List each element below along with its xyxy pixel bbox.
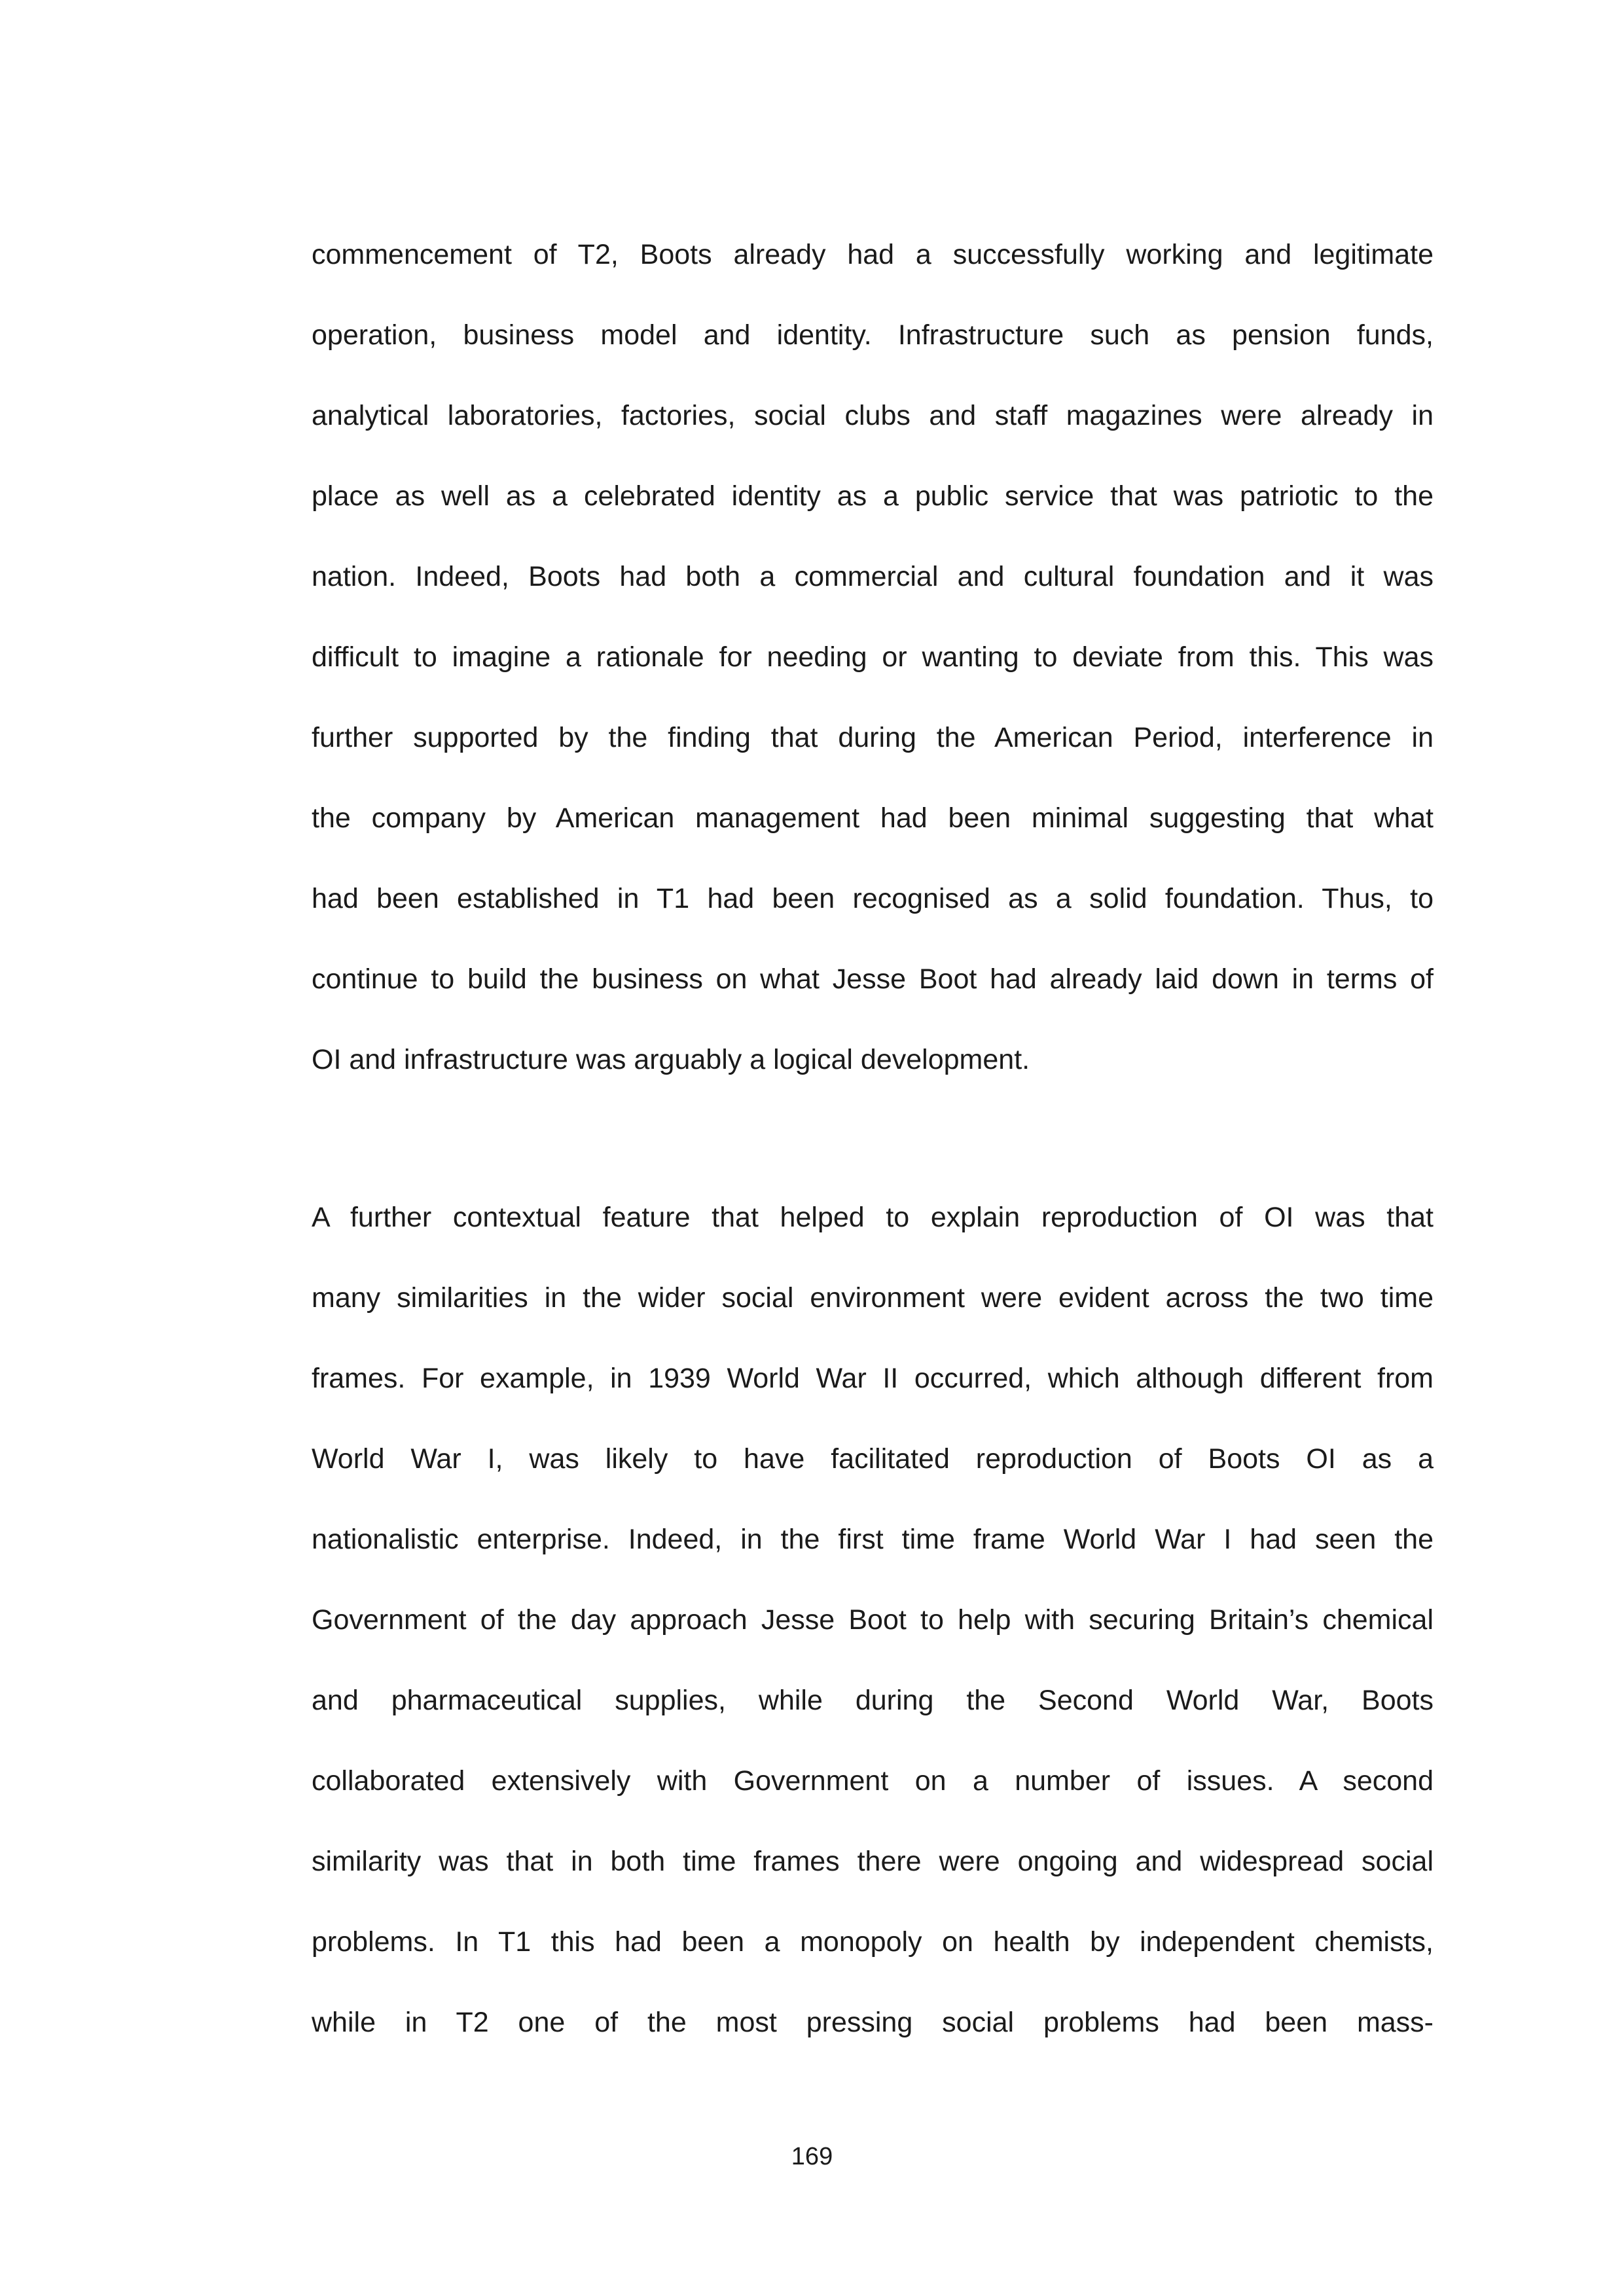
text-line: place as well as a celebrated identity as a public service that was patriotic to the [312, 480, 1434, 512]
text-line: frames. For example, in 1939 World War II occurred, which although different from [312, 1363, 1434, 1394]
text-line: many similarities in the wider social environment were evident across the two time [312, 1282, 1434, 1314]
paragraph-1 [312, 215, 1434, 1100]
text-line: commencement of T2, Boots already had a successfully working and legitimate [312, 239, 1434, 270]
page-number: 169 [791, 2143, 833, 2170]
text-line: OI and infrastructure was arguably a logical development. [312, 1044, 1030, 1075]
text-line: difficult to imagine a rationale for needing or wanting to deviate from this. This was [312, 641, 1434, 673]
text-line: A further contextual feature that helped to explain reproduction of OI was that [312, 1202, 1434, 1233]
text-line: continue to build the business on what Jesse Boot had already laid down in terms of [312, 963, 1434, 995]
text-line: while in T2 one of the most pressing social problems had been mass- [312, 2007, 1434, 2038]
text-line: and pharmaceutical supplies, while during the Second World War, Boots [312, 1685, 1434, 1716]
text-line: the company by American management had been minimal suggesting that what [312, 802, 1434, 834]
text-line: similarity was that in both time frames there were ongoing and widespread social [312, 1846, 1434, 1877]
text-line: further supported by the finding that during the American Period, interference in [312, 722, 1434, 753]
text-line: had been established in T1 had been recognised as a solid foundation. Thus, to [312, 883, 1434, 914]
paragraph-2 [312, 1177, 1434, 2063]
text-line: Government of the day approach Jesse Boot to help with securing Britain’s chemical [312, 1604, 1434, 1636]
text-line: nation. Indeed, Boots had both a commercial and cultural foundation and it was [312, 561, 1434, 592]
text-line: nationalistic enterprise. Indeed, in the first time frame World War I had seen the [312, 1524, 1434, 1555]
text-line: analytical laboratories, factories, social clubs and staff magazines were already in [312, 400, 1434, 431]
text-line: problems. In T1 this had been a monopoly on health by independent chemists, [312, 1926, 1434, 1958]
text-line: World War I, was likely to have facilitated reproduction of Boots OI as a [312, 1443, 1434, 1475]
text-line: collaborated extensively with Government on a number of issues. A second [312, 1765, 1434, 1797]
text-line: operation, business model and identity. Infrastructure such as pension funds, [312, 319, 1434, 351]
